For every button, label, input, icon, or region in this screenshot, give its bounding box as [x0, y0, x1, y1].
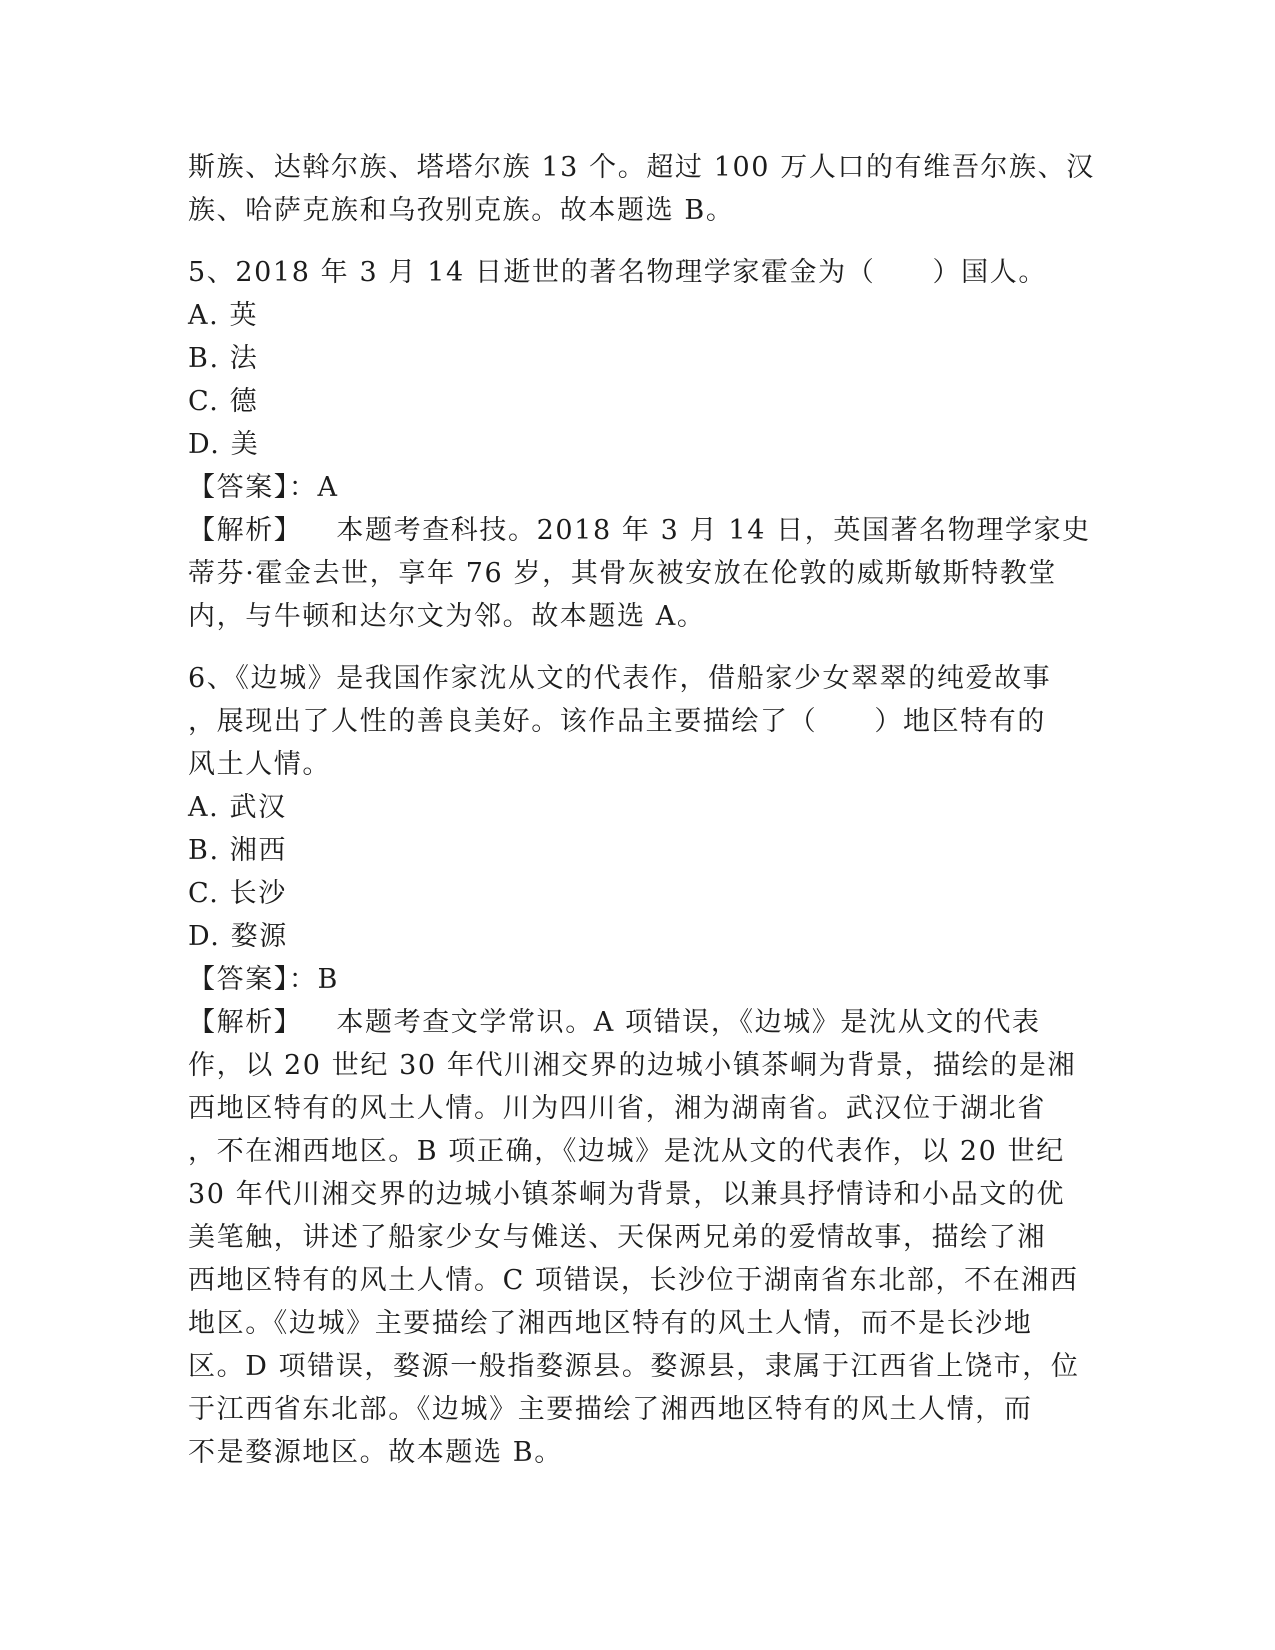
question-6-explanation-line: 区。D 项错误，婺源一般指婺源县。婺源县，隶属于江西省上饶市，位 — [188, 1351, 1080, 1382]
question-5-answer — [188, 466, 1088, 509]
question-6-option-a: A. 武汉 — [188, 792, 287, 823]
question-5-stem: 5、2018 年 3 月 14 日逝世的著名物理学家霍金为（ ）国人。 — [188, 257, 1047, 288]
question-6-explanation-line: 美笔触，讲述了船家少女与傩送、天保两兄弟的爱情故事，描绘了湘 — [188, 1222, 1046, 1253]
answer-value: A — [317, 472, 339, 503]
question-6-explanation-line: 于江西省东北部。《边城》主要描绘了湘西地区特有的风土人情，而 — [188, 1394, 1033, 1425]
prev-explanation-line: 斯族、达斡尔族、塔塔尔族 13 个。超过 100 万人口的有维吾尔族、汉 — [188, 152, 1095, 183]
question-6-explanation-line: 西地区特有的风土人情。川为四川省，湘为湖南省。武汉位于湖北省 — [188, 1093, 1046, 1124]
explanation-text: 本题考查文学常识。A 项错误，《边城》是沈从文的代表 — [336, 1007, 1041, 1038]
explanation-label: 【解析】 — [188, 1007, 303, 1038]
question-6-stem-line: ，展现出了人性的善良美好。该作品主要描绘了（ ）地区特有的 — [188, 706, 1046, 737]
question-6-explanation-line: ，不在湘西地区。B 项正确，《边城》是沈从文的代表作，以 20 世纪 — [188, 1136, 1065, 1167]
question-6-explanation-line: 地区。《边城》主要描绘了湘西地区特有的风土人情，而不是长沙地 — [188, 1308, 1033, 1339]
question-6-stem-line: 6、《边城》是我国作家沈从文的代表作，借船家少女翠翠的纯爱故事 — [188, 663, 1052, 694]
answer-label: 【答案】： — [188, 964, 318, 995]
answer-label: 【答案】： — [188, 472, 318, 503]
document-body — [188, 146, 1095, 1474]
question-6-option-c: C. 长沙 — [188, 878, 287, 909]
question-6-explanation-line: 西地区特有的风土人情。C 项错误，长沙位于湖南省东北部，不在湘西 — [188, 1265, 1079, 1296]
question-5-option-b: B. 法 — [188, 343, 259, 374]
question-5-explanation-line: 蒂芬·霍金去世，享年 76 岁，其骨灰被安放在伦敦的威斯敏斯特教堂 — [188, 558, 1057, 589]
question-6-explanation-line: 不是婺源地区。故本题选 B。 — [188, 1437, 563, 1468]
answer-value: B — [317, 964, 339, 995]
question-6-explanation-line: 作，以 20 世纪 30 年代川湘交界的边城小镇茶峒为背景，描绘的是湘 — [188, 1050, 1077, 1081]
question-5-option-c: C. 德 — [188, 386, 259, 417]
question-6-option-d: D. 婺源 — [188, 921, 288, 952]
question-6-option-b: B. 湘西 — [188, 835, 288, 866]
question-6-explanation-first-line — [188, 1001, 1088, 1044]
explanation-text: 本题考查科技。2018 年 3 月 14 日，英国著名物理学家史 — [336, 515, 1091, 546]
question-6-stem-line: 风土人情。 — [188, 749, 331, 780]
question-5-explanation-line: 内，与牛顿和达尔文为邻。故本题选 A。 — [188, 601, 706, 632]
question-5-explanation-first-line — [188, 509, 1091, 552]
explanation-label: 【解析】 — [188, 515, 303, 546]
question-6-explanation-line: 30 年代川湘交界的边城小镇茶峒为背景，以兼具抒情诗和小品文的优 — [188, 1179, 1066, 1210]
question-5-option-a: A. 英 — [188, 300, 259, 331]
prev-explanation-line: 族、哈萨克族和乌孜别克族。故本题选 B。 — [188, 195, 735, 226]
question-6-answer — [188, 958, 1088, 1001]
question-5-option-d: D. 美 — [188, 429, 260, 460]
